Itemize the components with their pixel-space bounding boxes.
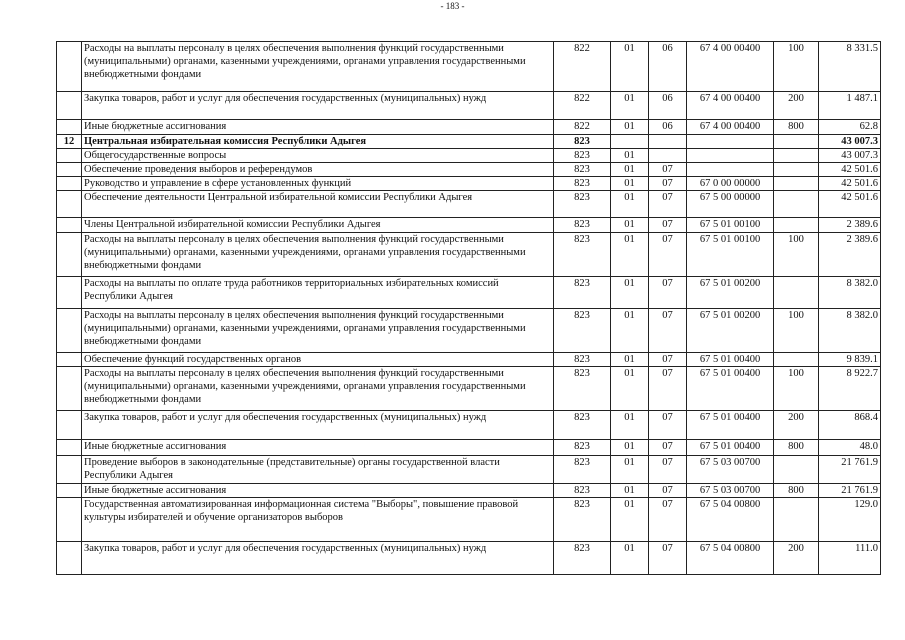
row-section: 01 — [611, 309, 649, 353]
row-admin-code: 823 — [554, 367, 611, 411]
row-number — [57, 498, 82, 542]
row-expense-type — [774, 218, 819, 233]
row-target-article: 67 5 01 00400 — [687, 367, 774, 411]
table-row — [57, 191, 881, 218]
row-amount: 62.8 — [819, 120, 881, 135]
row-amount: 2 389.6 — [819, 233, 881, 277]
row-section: 01 — [611, 440, 649, 456]
table-row — [57, 367, 881, 411]
row-admin-code: 823 — [554, 191, 611, 218]
row-amount: 111.0 — [819, 542, 881, 575]
row-expense-type — [774, 191, 819, 218]
row-section: 01 — [611, 42, 649, 92]
row-subsection: 07 — [649, 163, 687, 177]
row-name: Расходы на выплаты персоналу в целях обеспечения выполнения функций государственными (муниципальными) органами, казенными учреждениями, органами управления государственными внебюджетными фондами — [82, 367, 554, 411]
row-expense-type: 100 — [774, 233, 819, 277]
row-name: Руководство и управление в сфере установленных функций — [82, 177, 554, 191]
row-admin-code: 823 — [554, 163, 611, 177]
row-section: 01 — [611, 411, 649, 440]
row-target-article: 67 5 01 00100 — [687, 218, 774, 233]
row-admin-code: 823 — [554, 309, 611, 353]
row-number — [57, 163, 82, 177]
row-subsection: 07 — [649, 233, 687, 277]
row-admin-code: 823 — [554, 149, 611, 163]
row-number — [57, 456, 82, 484]
row-name: Государственная автоматизированная информационная система "Выборы", повышение правовой культуры избирателей и обучение организаторов выборов — [82, 498, 554, 542]
row-number — [57, 440, 82, 456]
row-admin-code: 822 — [554, 120, 611, 135]
row-name: Обеспечение деятельности Центральной избирательной комиссии Республики Адыгея — [82, 191, 554, 218]
row-target-article: 67 5 04 00800 — [687, 542, 774, 575]
row-section: 01 — [611, 120, 649, 135]
row-name: Иные бюджетные ассигнования — [82, 484, 554, 498]
row-expense-type — [774, 149, 819, 163]
row-name: Члены Центральной избирательной комиссии Республики Адыгея — [82, 218, 554, 233]
row-name: Центральная избирательная комиссия Республики Адыгея — [82, 135, 554, 149]
table-row — [57, 177, 881, 191]
table-row — [57, 498, 881, 542]
row-expense-type: 100 — [774, 367, 819, 411]
row-amount: 8 382.0 — [819, 277, 881, 309]
row-name: Обеспечение функций государственных органов — [82, 353, 554, 367]
row-amount: 42 501.6 — [819, 177, 881, 191]
row-amount: 2 389.6 — [819, 218, 881, 233]
row-name: Иные бюджетные ассигнования — [82, 120, 554, 135]
row-name: Расходы на выплаты персоналу в целях обеспечения выполнения функций государственными (муниципальными) органами, казенными учреждениями, органами управления государственными внебюджетными фондами — [82, 42, 554, 92]
row-section: 01 — [611, 498, 649, 542]
row-target-article: 67 4 00 00400 — [687, 120, 774, 135]
table-row — [57, 456, 881, 484]
row-section: 01 — [611, 353, 649, 367]
row-section — [611, 135, 649, 149]
row-admin-code: 823 — [554, 542, 611, 575]
row-name: Общегосударственные вопросы — [82, 149, 554, 163]
row-subsection — [649, 135, 687, 149]
row-admin-code: 823 — [554, 277, 611, 309]
row-amount: 129.0 — [819, 498, 881, 542]
row-admin-code: 823 — [554, 411, 611, 440]
row-name: Закупка товаров, работ и услуг для обеспечения государственных (муниципальных) нужд — [82, 411, 554, 440]
row-section: 01 — [611, 456, 649, 484]
row-subsection: 06 — [649, 42, 687, 92]
row-expense-type: 200 — [774, 542, 819, 575]
row-target-article: 67 5 03 00700 — [687, 456, 774, 484]
row-subsection: 07 — [649, 498, 687, 542]
row-number — [57, 149, 82, 163]
row-admin-code: 823 — [554, 353, 611, 367]
row-amount: 868.4 — [819, 411, 881, 440]
row-number — [57, 367, 82, 411]
table-row — [57, 120, 881, 135]
table-row — [57, 218, 881, 233]
row-subsection: 07 — [649, 456, 687, 484]
row-subsection: 07 — [649, 277, 687, 309]
table-row — [57, 42, 881, 92]
row-amount: 21 761.9 — [819, 484, 881, 498]
row-target-article: 67 5 01 00200 — [687, 309, 774, 353]
row-section: 01 — [611, 149, 649, 163]
row-number — [57, 353, 82, 367]
row-target-article: 67 5 00 00000 — [687, 191, 774, 218]
row-amount: 48.0 — [819, 440, 881, 456]
row-expense-type: 800 — [774, 484, 819, 498]
table-row — [57, 411, 881, 440]
row-expense-type: 200 — [774, 92, 819, 120]
row-subsection: 07 — [649, 440, 687, 456]
row-section: 01 — [611, 542, 649, 575]
row-amount: 8 922.7 — [819, 367, 881, 411]
row-expense-type — [774, 498, 819, 542]
row-target-article: 67 0 00 00000 — [687, 177, 774, 191]
row-admin-code: 823 — [554, 456, 611, 484]
row-target-article — [687, 149, 774, 163]
row-subsection: 07 — [649, 218, 687, 233]
table-row — [57, 277, 881, 309]
row-target-article — [687, 163, 774, 177]
table-row — [57, 135, 881, 149]
row-subsection: 07 — [649, 309, 687, 353]
row-number — [57, 309, 82, 353]
page-number: - 183 - — [440, 1, 465, 11]
row-subsection: 07 — [649, 542, 687, 575]
row-section: 01 — [611, 367, 649, 411]
row-target-article: 67 5 01 00400 — [687, 411, 774, 440]
row-target-article: 67 5 04 00800 — [687, 498, 774, 542]
row-number — [57, 42, 82, 92]
row-subsection: 06 — [649, 92, 687, 120]
row-target-article: 67 5 01 00400 — [687, 440, 774, 456]
row-target-article: 67 4 00 00400 — [687, 42, 774, 92]
table-row — [57, 484, 881, 498]
row-number — [57, 191, 82, 218]
row-admin-code: 823 — [554, 233, 611, 277]
row-target-article: 67 5 01 00400 — [687, 353, 774, 367]
table-row — [57, 353, 881, 367]
budget-table-body — [57, 42, 881, 575]
row-admin-code: 823 — [554, 218, 611, 233]
row-expense-type: 800 — [774, 120, 819, 135]
row-amount: 42 501.6 — [819, 163, 881, 177]
row-name: Расходы на выплаты персоналу в целях обеспечения выполнения функций государственными (муниципальными) органами, казенными учреждениями, органами управления государственными внебюджетными фондами — [82, 233, 554, 277]
row-target-article: 67 5 03 00700 — [687, 484, 774, 498]
row-section: 01 — [611, 191, 649, 218]
row-expense-type — [774, 277, 819, 309]
row-admin-code: 823 — [554, 440, 611, 456]
row-amount: 9 839.1 — [819, 353, 881, 367]
row-subsection: 06 — [649, 120, 687, 135]
table-row — [57, 309, 881, 353]
table-row — [57, 440, 881, 456]
row-expense-type — [774, 456, 819, 484]
table-row — [57, 92, 881, 120]
row-section: 01 — [611, 277, 649, 309]
row-number — [57, 120, 82, 135]
row-name: Иные бюджетные ассигнования — [82, 440, 554, 456]
row-number: 12 — [57, 135, 82, 149]
row-number — [57, 542, 82, 575]
row-subsection: 07 — [649, 191, 687, 218]
row-subsection — [649, 149, 687, 163]
row-admin-code: 823 — [554, 498, 611, 542]
row-name: Проведение выборов в законодательные (представительные) органы государственной власти Республики Адыгея — [82, 456, 554, 484]
row-subsection: 07 — [649, 367, 687, 411]
row-section: 01 — [611, 233, 649, 277]
row-expense-type: 200 — [774, 411, 819, 440]
row-amount: 21 761.9 — [819, 456, 881, 484]
row-admin-code: 823 — [554, 484, 611, 498]
row-section: 01 — [611, 92, 649, 120]
row-number — [57, 218, 82, 233]
row-name: Закупка товаров, работ и услуг для обеспечения государственных (муниципальных) нужд — [82, 542, 554, 575]
row-number — [57, 411, 82, 440]
row-number — [57, 177, 82, 191]
row-section: 01 — [611, 177, 649, 191]
row-amount: 8 331.5 — [819, 42, 881, 92]
row-admin-code: 822 — [554, 92, 611, 120]
row-admin-code: 822 — [554, 42, 611, 92]
row-expense-type — [774, 135, 819, 149]
row-amount: 43 007.3 — [819, 135, 881, 149]
row-amount: 42 501.6 — [819, 191, 881, 218]
row-expense-type — [774, 353, 819, 367]
table-row — [57, 542, 881, 575]
row-subsection: 07 — [649, 177, 687, 191]
row-expense-type: 100 — [774, 309, 819, 353]
row-section: 01 — [611, 163, 649, 177]
row-name: Обеспечение проведения выборов и референдумов — [82, 163, 554, 177]
row-number — [57, 484, 82, 498]
row-target-article — [687, 135, 774, 149]
row-admin-code: 823 — [554, 135, 611, 149]
table-row — [57, 233, 881, 277]
row-expense-type — [774, 163, 819, 177]
row-target-article: 67 5 01 00200 — [687, 277, 774, 309]
table-row — [57, 149, 881, 163]
row-target-article: 67 4 00 00400 — [687, 92, 774, 120]
row-section: 01 — [611, 218, 649, 233]
row-amount: 8 382.0 — [819, 309, 881, 353]
row-name: Расходы на выплаты персоналу в целях обеспечения выполнения функций государственными (муниципальными) органами, казенными учреждениями, органами управления государственными внебюджетными фондами — [82, 309, 554, 353]
row-amount: 1 487.1 — [819, 92, 881, 120]
row-amount: 43 007.3 — [819, 149, 881, 163]
row-subsection: 07 — [649, 484, 687, 498]
table-row — [57, 163, 881, 177]
row-section: 01 — [611, 484, 649, 498]
row-expense-type: 100 — [774, 42, 819, 92]
budget-table — [56, 41, 881, 575]
row-expense-type: 800 — [774, 440, 819, 456]
row-number — [57, 92, 82, 120]
row-number — [57, 277, 82, 309]
row-target-article: 67 5 01 00100 — [687, 233, 774, 277]
row-subsection: 07 — [649, 411, 687, 440]
row-subsection: 07 — [649, 353, 687, 367]
row-expense-type — [774, 177, 819, 191]
row-admin-code: 823 — [554, 177, 611, 191]
row-number — [57, 233, 82, 277]
row-name: Расходы на выплаты по оплате труда работников территориальных избирательных комиссий Республики Адыгея — [82, 277, 554, 309]
row-name: Закупка товаров, работ и услуг для обеспечения государственных (муниципальных) нужд — [82, 92, 554, 120]
